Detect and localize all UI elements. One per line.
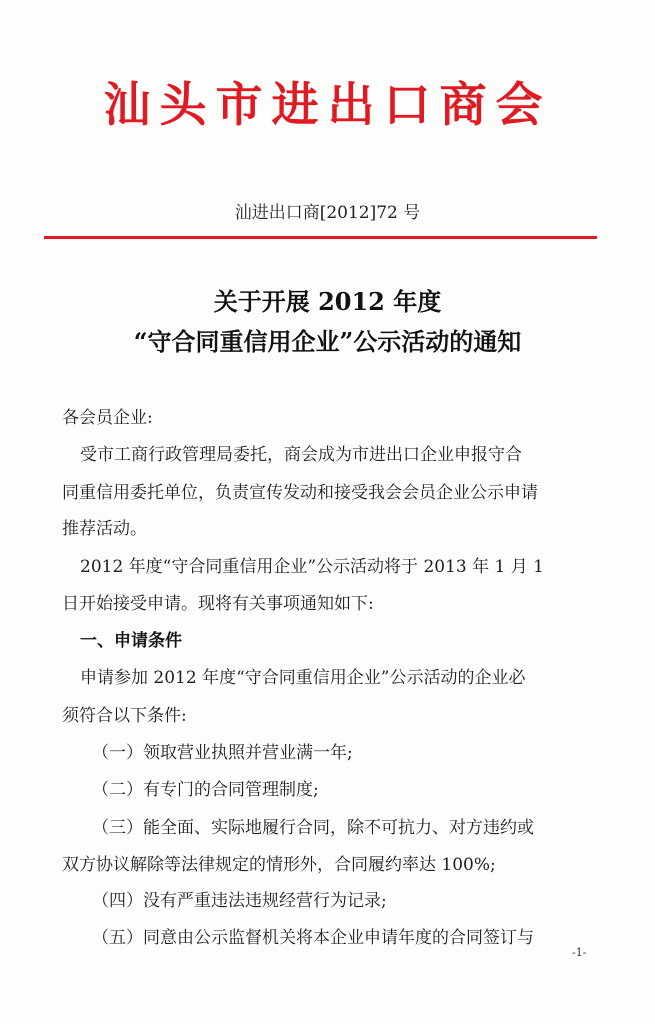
paragraph-line: 受市工商行政管理局委托，商会成为市进出口企业申报守合 (80, 445, 522, 465)
page-number: -1- (572, 946, 587, 959)
list-item: （二）有专门的合同管理制度; (92, 780, 319, 800)
red-divider-line (44, 236, 597, 239)
list-item: （一）领取营业执照并营业满一年; (92, 743, 353, 763)
paragraph-line: 同重信用委托单位，负责宣传发动和接受我会会员企业公示申请 (62, 483, 538, 503)
list-item: （四）没有严重违法违规经营行为记录; (92, 891, 387, 911)
section-heading: 一、申请条件 (80, 631, 182, 651)
salutation: 各会员企业: (62, 408, 153, 428)
paragraph-line: 2012 年度“守合同重信用企业”公示活动将于 2013 年 1 月 1 (80, 557, 544, 577)
notice-title-line2: “守合同重信用企业”公示活动的通知 (133, 327, 522, 356)
list-item-continuation: 双方协议解除等法律规定的情形外，合同履约率达 100%; (62, 855, 496, 875)
paragraph-line: 推荐活动。 (62, 519, 147, 539)
paragraph-line: 日开始接受申请。现将有关事项通知如下: (62, 594, 374, 614)
organization-title: 汕头市进出口商会 (103, 78, 552, 133)
paragraph-line: 须符合以下条件: (62, 706, 187, 726)
notice-title-line1: 关于开展 2012 年度 (213, 287, 442, 316)
list-item: （五）同意由公示监督机关将本企业申请年度的合同签订与 (92, 928, 534, 948)
document-number: 汕进出口商[2012]72 号 (234, 203, 421, 223)
paragraph-line: 申请参加 2012 年度“守合同重信用企业”公示活动的企业必 (80, 668, 526, 688)
list-item: （三）能全面、实际地履行合同，除不可抗力、对方违约或 (92, 818, 534, 838)
